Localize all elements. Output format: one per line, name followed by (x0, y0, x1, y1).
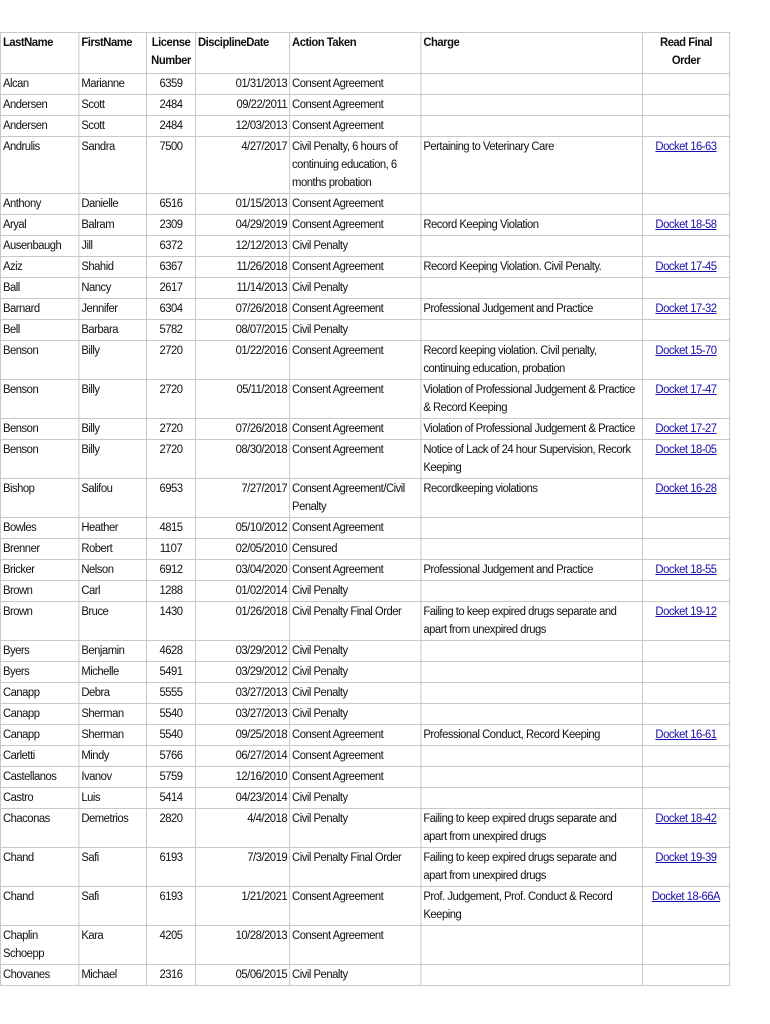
cell-read-final-order (642, 539, 729, 560)
cell-read-final-order (642, 788, 729, 809)
cell-read-final-order (642, 440, 729, 479)
cell-discipline-date: 09/25/2018 (196, 725, 290, 746)
cell-read-final-order (642, 194, 729, 215)
cell-lastname: Byers (0, 662, 78, 683)
cell-license-number: 2484 (147, 116, 196, 137)
cell-firstname: Michael (79, 965, 147, 986)
cell-firstname: Carl (79, 581, 147, 602)
cell-license-number: 2720 (147, 419, 196, 440)
table-row (0, 746, 729, 767)
cell-charge (421, 662, 642, 683)
cell-lastname: Carletti (0, 746, 78, 767)
cell-license-number: 4628 (147, 641, 196, 662)
table-row (0, 887, 729, 926)
cell-read-final-order (642, 848, 729, 887)
cell-action-taken: Consent Agreement (290, 74, 421, 95)
cell-charge: Failing to keep expired drugs separate and apart from unexpired drugs (421, 848, 642, 887)
docket-link[interactable]: Docket 18-55 (655, 564, 717, 576)
cell-read-final-order (642, 257, 729, 278)
cell-charge: Professional Judgement and Practice (421, 560, 642, 581)
cell-lastname: Canapp (0, 683, 78, 704)
cell-license-number: 2720 (147, 341, 196, 380)
table-row (0, 215, 729, 236)
cell-read-final-order (642, 215, 729, 236)
cell-license-number: 1107 (147, 539, 196, 560)
cell-discipline-date: 03/27/2013 (196, 704, 290, 725)
cell-charge (421, 74, 642, 95)
cell-discipline-date: 06/27/2014 (196, 746, 290, 767)
cell-lastname: Bishop (0, 479, 78, 518)
cell-license-number: 5414 (147, 788, 196, 809)
cell-firstname: Kara (79, 926, 147, 965)
cell-read-final-order (642, 116, 729, 137)
cell-lastname: Chovanes (0, 965, 78, 986)
cell-action-taken: Consent Agreement (290, 215, 421, 236)
docket-link[interactable]: Docket 18-05 (655, 444, 717, 456)
cell-discipline-date: 08/07/2015 (196, 320, 290, 341)
cell-firstname: Nancy (79, 278, 147, 299)
cell-firstname: Nelson (79, 560, 147, 581)
discipline-sheet (0, 32, 745, 986)
cell-read-final-order (642, 299, 729, 320)
table-row (0, 662, 729, 683)
cell-lastname: Bowles (0, 518, 78, 539)
header-read-final-order: Read Final Order (642, 33, 729, 74)
cell-license-number: 2484 (147, 95, 196, 116)
table-row (0, 299, 729, 320)
cell-action-taken: Civil Penalty Final Order (290, 848, 421, 887)
cell-discipline-date: 03/29/2012 (196, 662, 290, 683)
cell-firstname: Scott (79, 116, 147, 137)
table-row (0, 641, 729, 662)
cell-charge: Recordkeeping violations (421, 479, 642, 518)
cell-charge (421, 194, 642, 215)
docket-link[interactable]: Docket 19-12 (655, 606, 717, 618)
cell-action-taken: Consent Agreement (290, 926, 421, 965)
cell-lastname: Benson (0, 380, 78, 419)
cell-lastname: Ball (0, 278, 78, 299)
cell-license-number: 2316 (147, 965, 196, 986)
cell-firstname: Marianne (79, 74, 147, 95)
docket-link[interactable]: Docket 16-63 (655, 141, 717, 153)
cell-action-taken: Civil Penalty (290, 809, 421, 848)
cell-action-taken: Civil Penalty (290, 641, 421, 662)
cell-discipline-date: 7/3/2019 (196, 848, 290, 887)
cell-license-number: 5540 (147, 725, 196, 746)
table-row (0, 926, 729, 965)
cell-action-taken: Civil Penalty Final Order (290, 602, 421, 641)
table-row (0, 257, 729, 278)
cell-action-taken: Civil Penalty (290, 683, 421, 704)
cell-read-final-order (642, 341, 729, 380)
cell-action-taken: Civil Penalty (290, 278, 421, 299)
cell-license-number: 6367 (147, 257, 196, 278)
cell-charge: Failing to keep expired drugs separate and apart from unexpired drugs (421, 809, 642, 848)
cell-lastname: Benson (0, 440, 78, 479)
cell-license-number: 1430 (147, 602, 196, 641)
cell-action-taken: Consent Agreement (290, 767, 421, 788)
cell-firstname: Heather (79, 518, 147, 539)
docket-link[interactable]: Docket 17-45 (655, 261, 717, 273)
cell-firstname: Bruce (79, 602, 147, 641)
table-row (0, 704, 729, 725)
table-row (0, 74, 729, 95)
cell-firstname: Barbara (79, 320, 147, 341)
cell-charge (421, 539, 642, 560)
cell-action-taken: Consent Agreement (290, 746, 421, 767)
cell-action-taken: Civil Penalty (290, 662, 421, 683)
cell-charge: Professional Judgement and Practice (421, 299, 642, 320)
cell-firstname: Safi (79, 848, 147, 887)
cell-read-final-order (642, 560, 729, 581)
cell-firstname: Danielle (79, 194, 147, 215)
cell-discipline-date: 04/23/2014 (196, 788, 290, 809)
cell-read-final-order (642, 662, 729, 683)
cell-read-final-order (642, 887, 729, 926)
cell-charge (421, 767, 642, 788)
cell-read-final-order (642, 95, 729, 116)
cell-firstname: Sherman (79, 725, 147, 746)
cell-discipline-date: 01/02/2014 (196, 581, 290, 602)
table-row (0, 116, 729, 137)
cell-read-final-order (642, 137, 729, 194)
cell-discipline-date: 4/4/2018 (196, 809, 290, 848)
cell-action-taken: Consent Agreement (290, 419, 421, 440)
cell-read-final-order (642, 419, 729, 440)
cell-action-taken: Civil Penalty (290, 581, 421, 602)
cell-lastname: Brown (0, 602, 78, 641)
cell-lastname: Bell (0, 320, 78, 341)
table-row (0, 236, 729, 257)
table-row (0, 965, 729, 986)
cell-charge: Notice of Lack of 24 hour Supervision, Recork Keeping (421, 440, 642, 479)
table-row (0, 419, 729, 440)
table-row (0, 479, 729, 518)
cell-firstname: Safi (79, 887, 147, 926)
cell-firstname: Ivanov (79, 767, 147, 788)
cell-discipline-date: 7/27/2017 (196, 479, 290, 518)
cell-license-number: 6372 (147, 236, 196, 257)
cell-charge (421, 278, 642, 299)
cell-license-number: 5782 (147, 320, 196, 341)
cell-license-number: 5555 (147, 683, 196, 704)
cell-lastname: Chaconas (0, 809, 78, 848)
cell-charge: Violation of Professional Judgement & Practice & Record Keeping (421, 380, 642, 419)
cell-charge: Record Keeping Violation. Civil Penalty. (421, 257, 642, 278)
docket-link[interactable]: Docket 19-39 (655, 852, 717, 864)
cell-lastname: Chaplin Schoepp (0, 926, 78, 965)
cell-read-final-order (642, 767, 729, 788)
cell-read-final-order (642, 518, 729, 539)
cell-license-number: 5766 (147, 746, 196, 767)
cell-read-final-order (642, 725, 729, 746)
table-row (0, 539, 729, 560)
cell-charge (421, 320, 642, 341)
header-row (0, 33, 729, 74)
cell-firstname: Jill (79, 236, 147, 257)
cell-action-taken: Consent Agreement (290, 887, 421, 926)
cell-lastname: Andersen (0, 95, 78, 116)
table-row (0, 194, 729, 215)
cell-license-number: 6359 (147, 74, 196, 95)
cell-firstname: Luis (79, 788, 147, 809)
cell-charge (421, 926, 642, 965)
table-row (0, 767, 729, 788)
cell-discipline-date: 10/28/2013 (196, 926, 290, 965)
table-row (0, 341, 729, 380)
cell-charge (421, 641, 642, 662)
docket-link[interactable]: Docket 17-47 (655, 384, 717, 396)
cell-lastname: Ausenbaugh (0, 236, 78, 257)
cell-license-number: 6193 (147, 848, 196, 887)
cell-discipline-date: 11/14/2013 (196, 278, 290, 299)
cell-discipline-date: 12/03/2013 (196, 116, 290, 137)
cell-action-taken: Civil Penalty (290, 236, 421, 257)
table-row (0, 602, 729, 641)
cell-license-number: 6304 (147, 299, 196, 320)
cell-lastname: Canapp (0, 725, 78, 746)
cell-firstname: Billy (79, 380, 147, 419)
cell-license-number: 1288 (147, 581, 196, 602)
cell-read-final-order (642, 809, 729, 848)
cell-discipline-date: 03/27/2013 (196, 683, 290, 704)
cell-charge (421, 116, 642, 137)
cell-license-number: 4815 (147, 518, 196, 539)
cell-read-final-order (642, 641, 729, 662)
table-row (0, 137, 729, 194)
cell-lastname: Chand (0, 848, 78, 887)
table-row (0, 848, 729, 887)
cell-read-final-order (642, 965, 729, 986)
cell-lastname: Castro (0, 788, 78, 809)
cell-charge (421, 236, 642, 257)
discipline-table (0, 32, 730, 986)
cell-license-number: 5540 (147, 704, 196, 725)
cell-discipline-date: 05/06/2015 (196, 965, 290, 986)
cell-action-taken: Civil Penalty (290, 320, 421, 341)
cell-action-taken: Consent Agreement (290, 518, 421, 539)
cell-read-final-order (642, 236, 729, 257)
cell-discipline-date: 05/10/2012 (196, 518, 290, 539)
docket-link[interactable]: Docket 16-61 (655, 729, 717, 741)
cell-lastname: Brown (0, 581, 78, 602)
docket-link[interactable]: Docket 18-58 (655, 219, 717, 231)
header-lastname: LastName (0, 33, 78, 74)
cell-discipline-date: 07/26/2018 (196, 419, 290, 440)
cell-read-final-order (642, 278, 729, 299)
docket-link[interactable]: Docket 18-66A (651, 891, 721, 903)
cell-lastname: Benson (0, 419, 78, 440)
cell-action-taken: Consent Agreement (290, 380, 421, 419)
cell-read-final-order (642, 602, 729, 641)
cell-read-final-order (642, 380, 729, 419)
cell-discipline-date: 07/26/2018 (196, 299, 290, 320)
cell-firstname: Shahid (79, 257, 147, 278)
cell-charge: Record Keeping Violation (421, 215, 642, 236)
cell-charge (421, 965, 642, 986)
cell-lastname: Andersen (0, 116, 78, 137)
cell-discipline-date: 03/04/2020 (196, 560, 290, 581)
cell-firstname: Billy (79, 341, 147, 380)
header-discipline-date: DisciplineDate (196, 33, 290, 74)
cell-action-taken: Consent Agreement (290, 194, 421, 215)
cell-license-number: 5759 (147, 767, 196, 788)
table-row (0, 788, 729, 809)
cell-discipline-date: 08/30/2018 (196, 440, 290, 479)
cell-charge (421, 581, 642, 602)
cell-read-final-order (642, 74, 729, 95)
cell-license-number: 6516 (147, 194, 196, 215)
table-row (0, 560, 729, 581)
cell-license-number: 6912 (147, 560, 196, 581)
cell-action-taken: Consent Agreement (290, 440, 421, 479)
cell-license-number: 2720 (147, 440, 196, 479)
cell-action-taken: Consent Agreement (290, 725, 421, 746)
cell-charge (421, 95, 642, 116)
docket-link[interactable]: Docket 17-32 (655, 303, 717, 315)
docket-link[interactable]: Docket 17-27 (655, 423, 717, 435)
cell-charge (421, 518, 642, 539)
cell-discipline-date: 12/16/2010 (196, 767, 290, 788)
cell-charge (421, 788, 642, 809)
cell-discipline-date: 11/26/2018 (196, 257, 290, 278)
cell-action-taken: Consent Agreement (290, 341, 421, 380)
cell-firstname: Salifou (79, 479, 147, 518)
cell-charge: Violation of Professional Judgement & Practice (421, 419, 642, 440)
cell-firstname: Jennifer (79, 299, 147, 320)
cell-lastname: Brenner (0, 539, 78, 560)
header-firstname: FirstName (79, 33, 147, 74)
cell-lastname: Chand (0, 887, 78, 926)
cell-lastname: Byers (0, 641, 78, 662)
cell-charge: Record keeping violation. Civil penalty, continuing education, probation (421, 341, 642, 380)
cell-license-number: 6193 (147, 887, 196, 926)
cell-license-number: 4205 (147, 926, 196, 965)
table-row (0, 278, 729, 299)
cell-charge: Pertaining to Veterinary Care (421, 137, 642, 194)
cell-lastname: Canapp (0, 704, 78, 725)
cell-lastname: Benson (0, 341, 78, 380)
cell-read-final-order (642, 479, 729, 518)
cell-firstname: Demetrios (79, 809, 147, 848)
cell-charge: Failing to keep expired drugs separate and apart from unexpired drugs (421, 602, 642, 641)
cell-firstname: Balram (79, 215, 147, 236)
cell-lastname: Andrulis (0, 137, 78, 194)
cell-action-taken: Civil Penalty, 6 hours of continuing education, 6 months probation (290, 137, 421, 194)
cell-lastname: Aziz (0, 257, 78, 278)
cell-lastname: Bricker (0, 560, 78, 581)
cell-firstname: Sandra (79, 137, 147, 194)
cell-read-final-order (642, 704, 729, 725)
cell-action-taken: Consent Agreement (290, 299, 421, 320)
table-row (0, 809, 729, 848)
header-action-taken: Action Taken (290, 33, 421, 74)
cell-lastname: Barnard (0, 299, 78, 320)
cell-license-number: 2617 (147, 278, 196, 299)
cell-lastname: Aryal (0, 215, 78, 236)
cell-firstname: Benjamin (79, 641, 147, 662)
cell-action-taken: Consent Agreement (290, 257, 421, 278)
cell-lastname: Alcan (0, 74, 78, 95)
cell-discipline-date: 01/31/2013 (196, 74, 290, 95)
cell-discipline-date: 4/27/2017 (196, 137, 290, 194)
cell-action-taken: Consent Agreement/Civil Penalty (290, 479, 421, 518)
cell-firstname: Billy (79, 419, 147, 440)
cell-charge (421, 704, 642, 725)
cell-action-taken: Civil Penalty (290, 704, 421, 725)
cell-discipline-date: 05/11/2018 (196, 380, 290, 419)
cell-read-final-order (642, 320, 729, 341)
cell-action-taken: Censured (290, 539, 421, 560)
docket-link[interactable]: Docket 18-42 (655, 813, 717, 825)
cell-action-taken: Civil Penalty (290, 788, 421, 809)
cell-action-taken: Civil Penalty (290, 965, 421, 986)
cell-charge (421, 683, 642, 704)
cell-license-number: 7500 (147, 137, 196, 194)
header-license-number: License Number (147, 33, 196, 74)
cell-discipline-date: 03/29/2012 (196, 641, 290, 662)
cell-license-number: 2720 (147, 380, 196, 419)
cell-read-final-order (642, 581, 729, 602)
cell-license-number: 2309 (147, 215, 196, 236)
table-row (0, 581, 729, 602)
cell-license-number: 2820 (147, 809, 196, 848)
cell-action-taken: Consent Agreement (290, 560, 421, 581)
table-row (0, 683, 729, 704)
cell-firstname: Mindy (79, 746, 147, 767)
table-row (0, 440, 729, 479)
header-charge: Charge (421, 33, 642, 74)
cell-read-final-order (642, 926, 729, 965)
cell-discipline-date: 09/22/2011 (196, 95, 290, 116)
cell-lastname: Castellanos (0, 767, 78, 788)
cell-charge: Prof. Judgement, Prof. Conduct & Record Keeping (421, 887, 642, 926)
cell-firstname: Billy (79, 440, 147, 479)
cell-discipline-date: 12/12/2013 (196, 236, 290, 257)
docket-link[interactable]: Docket 15-70 (655, 345, 717, 357)
cell-action-taken: Consent Agreement (290, 116, 421, 137)
cell-firstname: Debra (79, 683, 147, 704)
cell-discipline-date: 04/29/2019 (196, 215, 290, 236)
cell-discipline-date: 01/26/2018 (196, 602, 290, 641)
table-row (0, 518, 729, 539)
table-row (0, 320, 729, 341)
docket-link[interactable]: Docket 16-28 (655, 483, 717, 495)
cell-license-number: 5491 (147, 662, 196, 683)
cell-action-taken: Consent Agreement (290, 95, 421, 116)
cell-discipline-date: 01/22/2016 (196, 341, 290, 380)
cell-firstname: Robert (79, 539, 147, 560)
table-body (0, 74, 729, 986)
table-row (0, 725, 729, 746)
cell-discipline-date: 01/15/2013 (196, 194, 290, 215)
cell-discipline-date: 1/21/2021 (196, 887, 290, 926)
cell-charge (421, 746, 642, 767)
cell-charge: Professional Conduct, Record Keeping (421, 725, 642, 746)
cell-discipline-date: 02/05/2010 (196, 539, 290, 560)
table-row (0, 380, 729, 419)
cell-firstname: Scott (79, 95, 147, 116)
table-row (0, 95, 729, 116)
cell-read-final-order (642, 683, 729, 704)
cell-firstname: Sherman (79, 704, 147, 725)
cell-read-final-order (642, 746, 729, 767)
cell-license-number: 6953 (147, 479, 196, 518)
cell-firstname: Michelle (79, 662, 147, 683)
cell-lastname: Anthony (0, 194, 78, 215)
